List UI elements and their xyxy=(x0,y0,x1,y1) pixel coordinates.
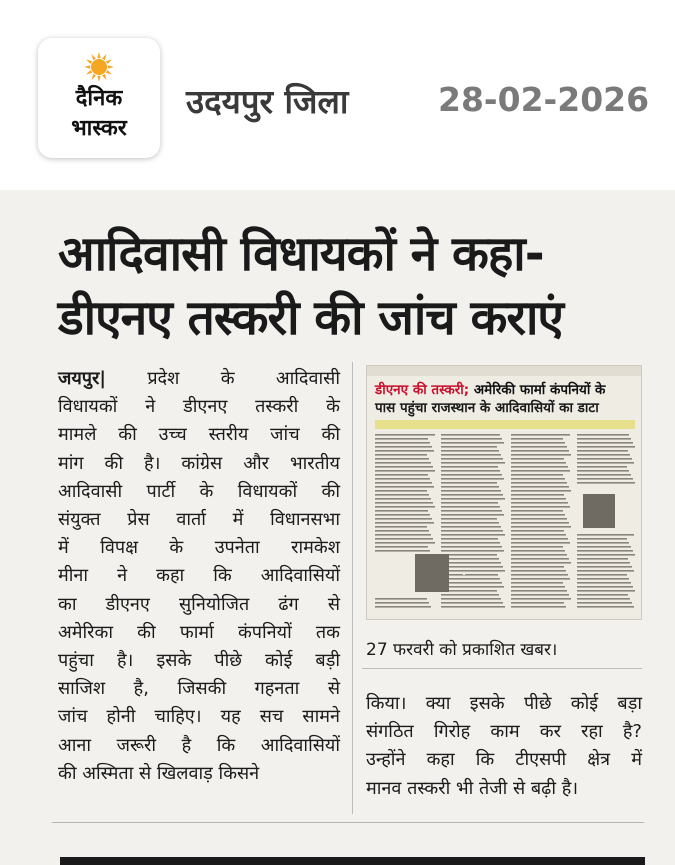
clipping-text-line xyxy=(511,594,569,596)
article-line xyxy=(58,365,340,393)
logo-text-line2: भास्कर xyxy=(71,116,127,141)
clipping-text-line xyxy=(375,486,434,488)
clipping-text-line xyxy=(375,462,431,464)
clipping-text-line xyxy=(441,462,505,464)
clipping-text-line xyxy=(441,606,505,608)
clipping-caption: 27 फरवरी को प्रकाशित खबर। xyxy=(366,640,558,660)
article-line: उन्होंने कहा कि टीएसपी क्षेत्र में xyxy=(366,749,642,771)
clipping-text-line xyxy=(511,566,564,568)
clipping-text-line xyxy=(441,538,498,540)
clipping-text-line xyxy=(511,554,567,556)
clipping-text-line xyxy=(511,490,571,492)
article-line: मामले की उच्च स्तरीय जांच की xyxy=(58,424,340,446)
article-right-column xyxy=(366,690,642,803)
footer-divider xyxy=(52,822,644,823)
clipping-text-line xyxy=(441,534,505,536)
clipping-text-line xyxy=(511,510,563,512)
clipping-text-line xyxy=(511,474,563,476)
clipping-text-line xyxy=(375,522,434,524)
edition-header xyxy=(0,0,675,190)
clipping-text-line xyxy=(577,550,633,552)
clipping-text-line xyxy=(441,502,498,504)
sun-logo-icon xyxy=(84,52,114,82)
clipping-text-line xyxy=(441,566,503,568)
clipping-text-line xyxy=(511,514,565,516)
clipping-text-line xyxy=(441,518,497,520)
clipping-text-line xyxy=(441,570,505,572)
clipping-text-line xyxy=(441,578,500,580)
sun-ray xyxy=(84,65,90,68)
clipping-top-strip xyxy=(367,366,642,376)
clipping-text-line xyxy=(511,494,564,496)
clipping-text-line xyxy=(441,590,497,592)
logo-text-line1: दैनिक xyxy=(75,86,123,111)
clipping-text-line xyxy=(375,458,429,460)
clipping-text-line xyxy=(511,518,567,520)
clipping-text-line xyxy=(511,458,564,460)
clipping-text-line xyxy=(441,514,504,516)
clipping-text-line xyxy=(441,594,499,596)
clipping-text-line xyxy=(577,598,630,600)
clipping-text-line xyxy=(577,554,635,556)
article-line: पहुंचा है। इसके पीछे कोई बड़ी xyxy=(58,650,340,672)
article-line-text: प्रदेश के आदिवासी xyxy=(147,368,340,389)
headline-line-1: आदिवासी विधायकों ने कहा- xyxy=(58,226,544,282)
caption-divider xyxy=(362,668,642,669)
clipping-text-line xyxy=(577,474,631,476)
clipping-text-line xyxy=(441,602,503,604)
article-line: अमेरिका की फार्मा कंपनियों तक xyxy=(58,621,340,643)
clipping-text-line xyxy=(441,574,498,576)
clipping-text-line xyxy=(577,534,634,536)
clipping-text-line xyxy=(375,490,427,492)
clipping-text-line xyxy=(441,498,505,500)
clipping-text-line xyxy=(511,466,568,468)
clipping-text-line xyxy=(375,510,428,512)
clipping-text-line xyxy=(511,542,570,544)
sun-ray xyxy=(106,70,112,74)
clipping-text-line xyxy=(511,606,566,608)
clipping-text-line xyxy=(441,526,501,528)
clipping-text-line xyxy=(511,550,565,552)
clipping-text-line xyxy=(375,606,431,608)
clipping-text-line xyxy=(577,438,631,440)
clipping-text-line xyxy=(577,566,632,568)
clipping-text-line xyxy=(577,562,630,564)
clipping-text-line xyxy=(441,470,500,472)
clipping-text-line xyxy=(441,522,499,524)
clipping-text-line xyxy=(511,482,567,484)
clipping-text-line xyxy=(375,478,430,480)
clipping-text-line xyxy=(375,438,428,440)
clipping-text-line xyxy=(577,450,628,452)
clipping-text-line xyxy=(511,450,569,452)
clipping-text-line xyxy=(375,546,428,548)
sun-ray xyxy=(86,70,92,74)
clipping-text-line xyxy=(511,478,565,480)
clipping-text-line xyxy=(577,454,630,456)
clipping-text-line xyxy=(375,530,429,532)
clipping-text-line xyxy=(511,498,566,500)
clipping-text-line xyxy=(511,602,564,604)
clipping-text-line xyxy=(511,582,563,584)
clipping-text-line xyxy=(441,542,500,544)
next-article-headline-band xyxy=(60,857,645,865)
clipping-text-line xyxy=(375,550,430,552)
clipping-text-line xyxy=(441,478,504,480)
article-line: संयुक्त प्रेस वार्ता में विधानसभा xyxy=(58,509,340,531)
clipping-headline-rest: अमेरिकी फार्मा कंपनियों के xyxy=(469,382,606,398)
clipping-text-line xyxy=(577,482,635,484)
clipping-headline-red: डीएनए की तस्करी; xyxy=(375,382,470,398)
clipping-text-line xyxy=(511,526,571,528)
sun-ray xyxy=(106,60,112,64)
clipping-text-line xyxy=(511,522,569,524)
article-line: मांग की है। कांग्रेस और भारतीय xyxy=(58,452,340,474)
clipping-text-line xyxy=(441,454,501,456)
clipping-text-line xyxy=(577,582,631,584)
clipping-text-line xyxy=(441,438,502,440)
headline-line-2: डीएनए तस्करी की जांच कराएं xyxy=(58,290,563,346)
sun-ray xyxy=(102,74,106,80)
clipping-text-line xyxy=(375,542,435,544)
article-left-column xyxy=(58,365,340,788)
clipping-text-line xyxy=(577,570,634,572)
clipping-text-line xyxy=(441,582,502,584)
clipping-text-line xyxy=(375,434,435,436)
clipping-text-line xyxy=(375,474,428,476)
clipping-text-line xyxy=(511,558,569,560)
previous-article-clipping xyxy=(366,365,642,620)
clipping-text-line xyxy=(375,518,432,520)
article-line: साजिश है, जिसकी गहनता से xyxy=(58,678,340,700)
clipping-text-line xyxy=(511,454,571,456)
clipping-text-line xyxy=(441,450,499,452)
clipping-headline-line2: पास पहुंचा राजस्थान के आदिवासियों का डाटा xyxy=(375,400,599,416)
clipping-text-line xyxy=(441,482,497,484)
clipping-text-line xyxy=(511,546,563,548)
district-label: उदयपुर जिला xyxy=(186,82,349,121)
clipping-text-line xyxy=(511,562,571,564)
clipping-text-line xyxy=(511,598,571,600)
clipping-text-line xyxy=(511,470,570,472)
article-line: विधायकों ने डीएनए तस्करी के xyxy=(58,396,340,418)
sun-ray xyxy=(97,52,100,58)
edition-date: 28-02-2026 xyxy=(438,80,650,119)
clipping-text-line xyxy=(441,506,500,508)
clipping-text-line xyxy=(441,466,498,468)
column-divider xyxy=(352,362,353,814)
clipping-text-line xyxy=(375,470,435,472)
clipping-text-line xyxy=(441,510,502,512)
clipping-highlight-bar xyxy=(375,420,635,429)
clipping-text-line xyxy=(375,534,431,536)
clipping-text-line xyxy=(511,486,569,488)
clipping-text-line xyxy=(577,586,633,588)
clipping-text-line xyxy=(441,446,497,448)
clipping-text-line xyxy=(577,470,629,472)
clipping-text-line xyxy=(577,458,632,460)
sun-ray xyxy=(86,60,92,64)
clipping-text-line xyxy=(375,446,432,448)
clipping-text-line xyxy=(511,446,567,448)
clipping-text-line xyxy=(577,606,634,608)
clipping-text-line xyxy=(441,550,504,552)
clipping-text-line xyxy=(441,562,501,564)
clipping-text-line xyxy=(511,570,566,572)
article-headline xyxy=(58,222,563,350)
sun-ray xyxy=(92,74,96,80)
sun-ray xyxy=(102,54,106,60)
clipping-text-line xyxy=(577,442,633,444)
clipping-text-line xyxy=(375,538,433,540)
clipping-text-line xyxy=(441,458,503,460)
clipping-text-line xyxy=(511,578,570,580)
clipping-text-line xyxy=(375,526,427,528)
clipping-text-line xyxy=(577,538,627,540)
clipping-text-line xyxy=(441,474,502,476)
article-line: मीना ने कहा कि आदिवासियों xyxy=(58,565,340,587)
article-line: किया। क्या इसके पीछे कोई बड़ा xyxy=(366,693,642,714)
clipping-text-line xyxy=(577,602,632,604)
article-line: जांच होनी चाहिए। यह सच सामने xyxy=(58,706,340,728)
clipping-text-line xyxy=(577,462,634,464)
clipping-text-line xyxy=(577,478,633,480)
clipping-text-line xyxy=(375,498,431,500)
clipping-text-line xyxy=(511,502,568,504)
article-line: संगठित गिरोह काम कर रहा है? xyxy=(366,721,642,743)
clipping-text-line xyxy=(511,534,566,536)
clipping-text-line xyxy=(375,602,429,604)
clipping-text-line xyxy=(375,514,430,516)
dainik-bhaskar-logo xyxy=(38,38,160,158)
clipping-text-line xyxy=(375,442,430,444)
clipping-text-line xyxy=(577,594,628,596)
clipping-text-line xyxy=(441,490,501,492)
clipping-text-line xyxy=(577,542,629,544)
clipping-text-line xyxy=(375,598,427,600)
clipping-text-line xyxy=(441,434,500,436)
clipping-text-line xyxy=(375,494,429,496)
clipping-text-line xyxy=(375,450,434,452)
article-line: का डीएनए सुनियोजित ढंग से xyxy=(58,593,340,615)
clipping-text-line xyxy=(577,434,629,436)
sun-ray xyxy=(108,65,114,68)
article-line: आदिवासी पार्टी के विधायकों की xyxy=(58,480,340,502)
article-line: मानव तस्करी भी तेजी से बढ़ी है। xyxy=(366,777,579,799)
clipping-text-line xyxy=(375,454,427,456)
clipping-text-line xyxy=(511,538,568,540)
article-line: में विपक्ष के उपनेता रामकेश xyxy=(58,537,340,559)
sun-ray xyxy=(92,54,96,60)
clipping-text-line xyxy=(511,530,564,532)
clipping-text-line xyxy=(511,438,563,440)
clipping-text-line xyxy=(441,546,502,548)
clipping-text-line xyxy=(441,586,504,588)
clipping-text-line xyxy=(511,590,567,592)
clipping-text-line xyxy=(375,466,433,468)
clipping-text-line xyxy=(441,530,503,532)
clipping-text-line xyxy=(441,442,504,444)
clipping-text-line xyxy=(441,494,503,496)
article-line: आना जरूरी है कि आदिवासियों xyxy=(58,734,340,756)
clipping-text-line xyxy=(511,434,570,436)
clipping-text-line xyxy=(441,554,497,556)
clipping-text-line xyxy=(577,446,635,448)
clipping-text-line xyxy=(375,506,435,508)
clipping-text-line xyxy=(441,558,499,560)
clipping-text-line xyxy=(511,442,565,444)
clipping-headline-line1 xyxy=(375,380,605,398)
clipping-text-line xyxy=(577,546,631,548)
clipping-text-line xyxy=(511,574,568,576)
clipping-text-line xyxy=(441,486,499,488)
dateline: जयपुर| xyxy=(58,368,106,389)
clipping-text-line xyxy=(375,502,433,504)
clipping-text-line xyxy=(577,590,635,592)
clipping-text-line xyxy=(511,462,566,464)
clipping-body-text-image xyxy=(375,434,635,614)
clipping-text-line xyxy=(577,574,627,576)
clipping-text-line xyxy=(511,506,570,508)
clipping-text-line xyxy=(577,466,627,468)
clipping-text-line xyxy=(577,558,628,560)
clipping-text-line xyxy=(511,586,565,588)
article-line: की अस्मिता से खिलवाड़ किसने xyxy=(58,762,260,784)
clipping-text-line xyxy=(441,598,501,600)
clipping-text-line xyxy=(577,578,629,580)
clipping-text-line xyxy=(375,482,432,484)
